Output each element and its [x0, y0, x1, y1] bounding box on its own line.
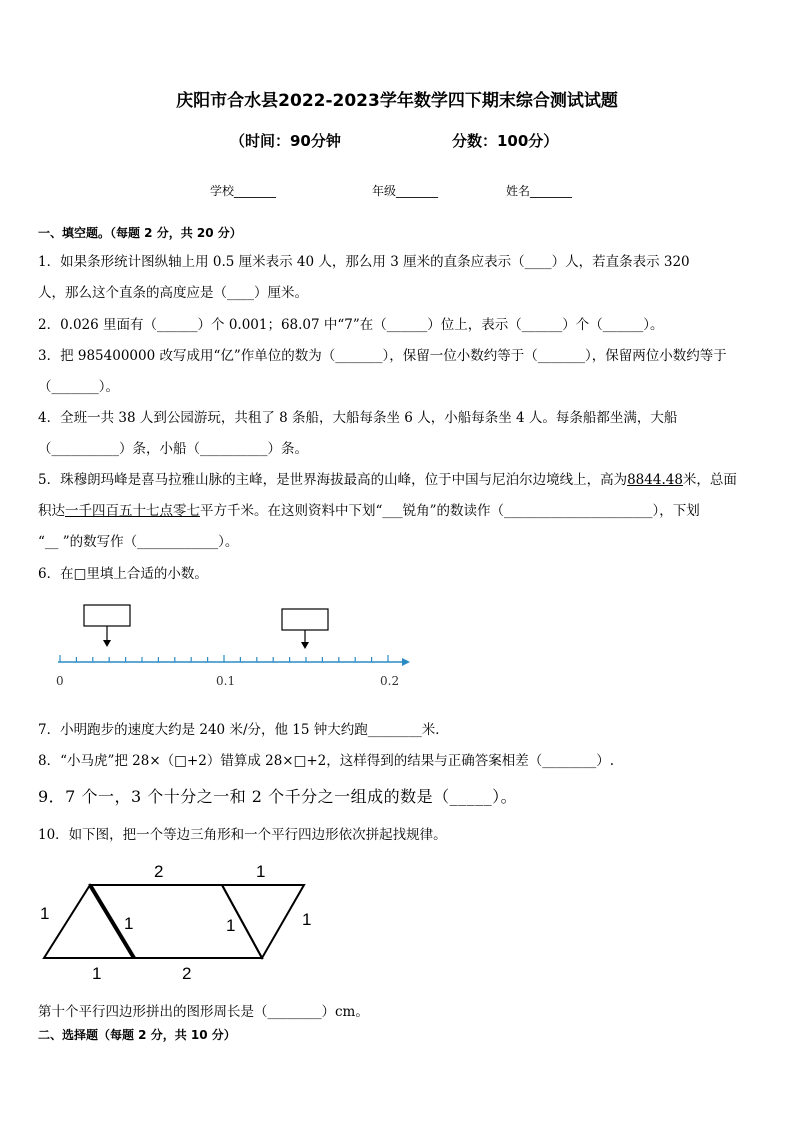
- q5-text-e: 平方千米。在这则资料中下划“___锐角”的数读作（______________________），下划: [200, 503, 700, 519]
- question-6: 6．在□里填上合适的小数。: [38, 566, 208, 582]
- axis-label-0-2: 0.2: [380, 674, 400, 688]
- question-1-line2: 人，那么这个直条的高度应是（____）厘米。: [38, 285, 308, 301]
- label-left-side: 1: [40, 904, 50, 923]
- label-right-side: 1: [302, 910, 312, 929]
- question-7: 7．小明跑步的速度大约是 240 米/分，他 15 钟大约跑________米．: [38, 722, 449, 738]
- grade-field: 年级_______: [372, 184, 439, 198]
- answer-box-1: [84, 605, 130, 626]
- axis-arrow-icon: [402, 658, 410, 666]
- section1-heading: 一、填空题。（每题 2 分，共 20 分）: [38, 226, 242, 240]
- axis-label-0-1: 0.1: [216, 674, 236, 688]
- parallelogram: [90, 885, 262, 958]
- label-bottom-triangle: 1: [92, 964, 102, 983]
- question-5-line1: [38, 468, 737, 488]
- label-right-edge: 1: [226, 916, 236, 935]
- q5-text-c: 米，总面: [682, 472, 737, 488]
- label-top-parallelogram: 2: [154, 862, 164, 881]
- question-3-line2: （_______）。: [38, 379, 119, 395]
- question-4-line2: （__________）条，小船（__________）条。: [38, 441, 308, 457]
- question-5-line3: “__ ”的数写作（____________）。: [38, 534, 239, 550]
- question-4-line1: 4．全班一共 38 人到公园游玩，共租了 8 条船，大船每条坐 6 人，小船每条坐 4 人。每条船都坐满，大船: [38, 410, 678, 426]
- school-field: 学校_______: [210, 184, 277, 198]
- q5-area-value: 一千四百五十七点零七: [65, 503, 200, 519]
- page-title: 庆阳市合水县2022-2023学年数学四下期末综合测试试题: [176, 91, 618, 111]
- q5-text-d: 积达: [38, 503, 65, 519]
- axis-ticks: [60, 655, 388, 662]
- q5-text-a: 5．珠穆朗玛峰是喜马拉雅山脉的主峰，是世界海拔最高的山峰，位于中国与尼泊尔边境线上，高为: [38, 472, 628, 488]
- question-5-line2: [38, 499, 700, 519]
- label-bottom-parallelogram: 2: [182, 964, 192, 983]
- arrow-down-icon: [103, 640, 111, 647]
- question-2: 2．0.026 里面有（______）个 0.001；68.07 中“7”在（______）位上，表示（______）个（______）。: [38, 317, 664, 333]
- question-3-line1: 3．把 985400000 改写成用“亿”作单位的数为（_______），保留一位小数约等于（_______），保留两位小数约等于: [38, 348, 727, 364]
- question-10: 10．如下图，把一个等边三角形和一个平行四边形依次拼起找规律。: [38, 827, 447, 843]
- axis-label-0: 0: [56, 674, 64, 688]
- equilateral-triangle: [44, 885, 134, 958]
- q5-height-value: 8844.48: [627, 472, 683, 488]
- answer-box-2: [282, 609, 328, 630]
- arrow-down-icon: [301, 642, 309, 649]
- section2-heading: 二、选择题（每题 2 分，共 10 分）: [38, 1028, 236, 1042]
- exam-time: （时间：90分钟: [230, 132, 341, 150]
- triangle-parallelogram-figure: [30, 855, 330, 985]
- question-1-line1: 1．如果条形统计图纵轴上用 0.5 厘米表示 40 人，那么用 3 厘米的直条应表示（____）人，若直条表示 320: [38, 254, 690, 270]
- question-10-ask: 第十个平行四边形拼出的图形周长是（________）cm。: [38, 1004, 369, 1020]
- label-top-triangle: 1: [256, 862, 266, 881]
- question-9: 9．7 个一，3 个十分之一和 2 个千分之一组成的数是（_____）。: [38, 787, 518, 806]
- number-line-figure: [40, 600, 420, 696]
- exam-score: 分数：100分）: [452, 132, 559, 150]
- name-field: 姓名_______: [506, 184, 573, 198]
- label-shared-edge: 1: [124, 914, 134, 933]
- question-8: 8．“小马虎”把 28×（□+2）错算成 28×□+2，这样得到的结果与正确答案相差（________）.: [38, 753, 615, 769]
